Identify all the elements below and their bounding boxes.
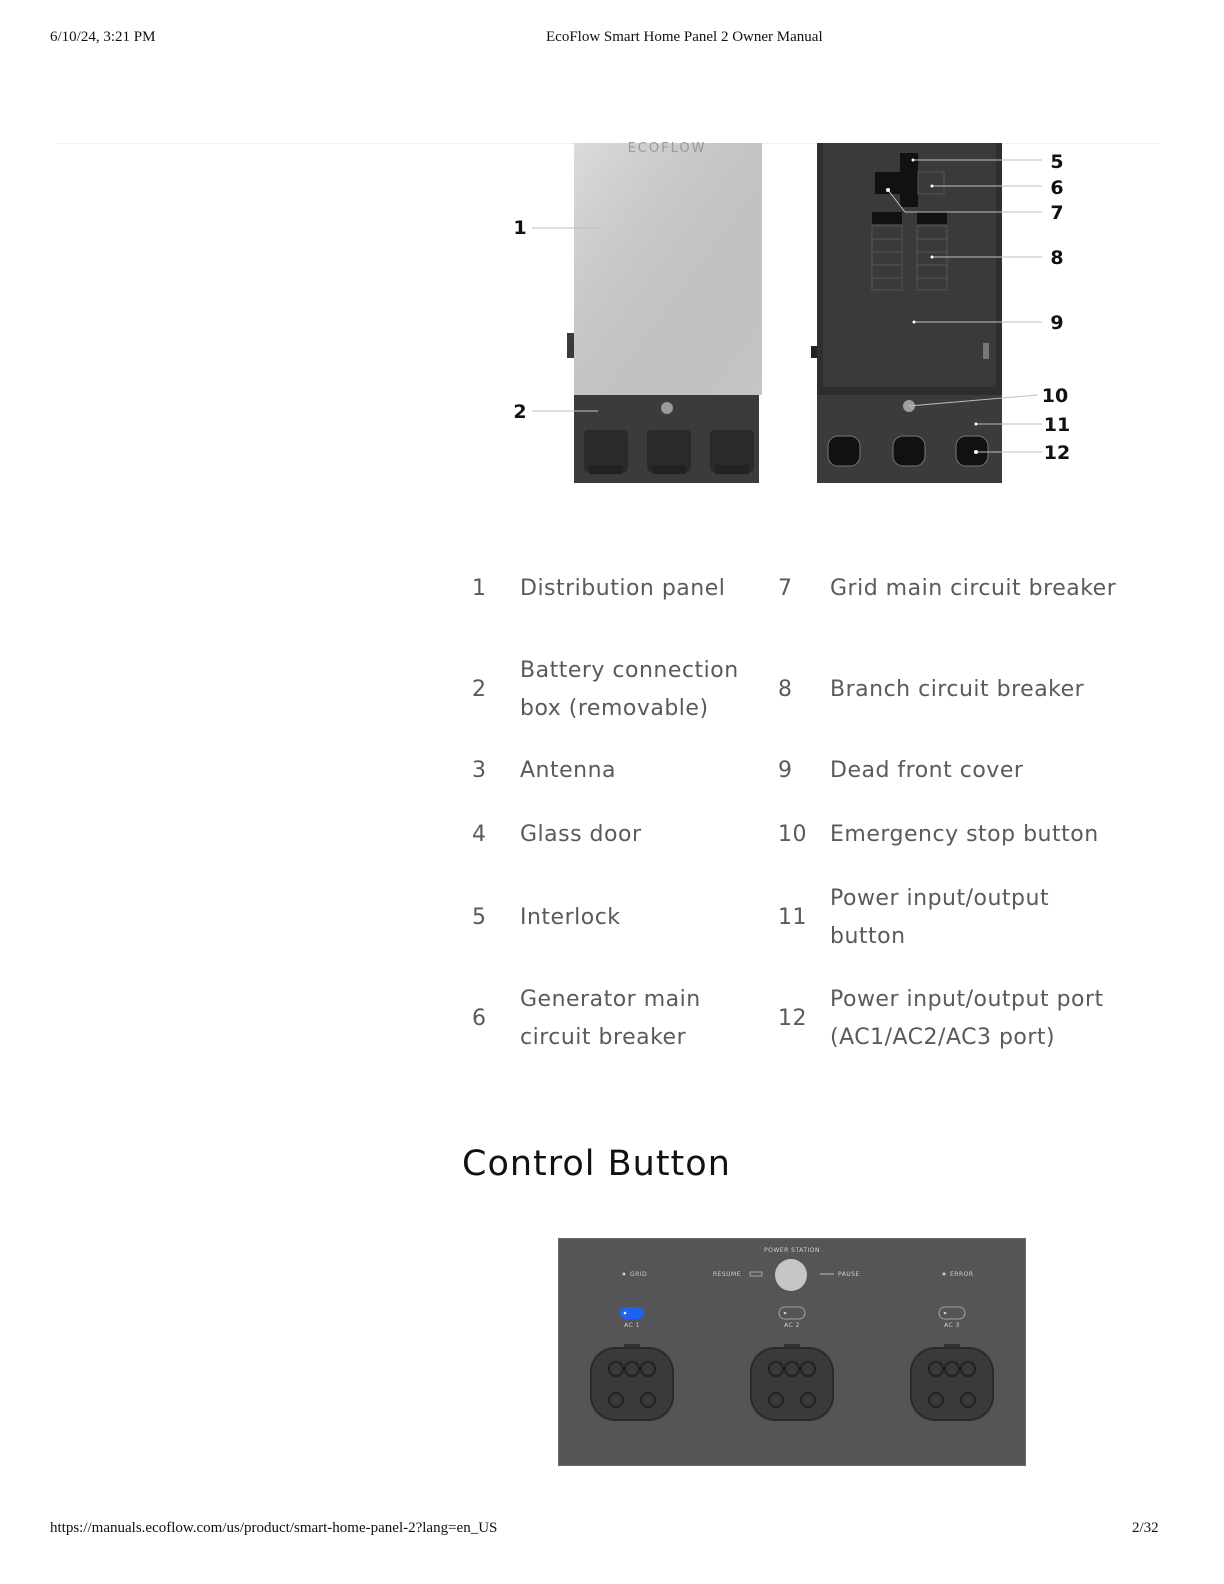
grid-label: GRID: [630, 1271, 648, 1278]
part-label: Dead front cover: [830, 758, 1024, 783]
part-number: 2: [472, 677, 487, 702]
control-button[interactable]: [775, 1259, 807, 1291]
callout-12: 12: [1043, 442, 1071, 464]
part-number: 5: [472, 905, 487, 930]
table-row: [462, 650, 1130, 730]
table-row: [462, 548, 1130, 630]
callout-1: 1: [513, 217, 527, 239]
callout-8: 8: [1050, 247, 1064, 269]
part-number: 7: [778, 576, 793, 601]
product-diagram: [0, 0, 1224, 520]
resume-label: RESUME: [712, 1271, 741, 1278]
part-number: 12: [778, 1006, 807, 1031]
callout-5: 5: [1050, 151, 1064, 173]
part-label: Emergency stop button: [830, 822, 1099, 847]
callout-2: 2: [513, 401, 527, 423]
part-number: 8: [778, 677, 793, 702]
part-label: Interlock: [520, 905, 621, 930]
page-number: 2/32: [1132, 1520, 1159, 1536]
ac3-label: AC 3: [944, 1322, 960, 1329]
table-row: [462, 750, 1130, 792]
part-label: Grid main circuit breaker: [830, 576, 1117, 601]
part-label: Battery connection box (removable): [520, 658, 739, 721]
part-label: Antenna: [520, 758, 617, 783]
section-heading: Control Button: [462, 1144, 731, 1184]
parts-table: [462, 548, 1130, 1060]
part-number: 6: [472, 1006, 487, 1031]
ac3-port: [911, 1344, 993, 1420]
part-label: Power input/output port (AC1/AC2/AC3 port): [830, 987, 1104, 1050]
callout-9: 9: [1050, 312, 1064, 334]
error-label: ERROR: [950, 1271, 974, 1278]
part-number: 3: [472, 758, 487, 783]
ecoflow-logo: ECOFLOW: [627, 141, 707, 156]
part-number: 4: [472, 822, 487, 847]
panel-open-view: [811, 143, 1002, 483]
part-label: Power input/output button: [830, 886, 1050, 949]
ac2-port: [751, 1344, 833, 1420]
table-row: [462, 878, 1130, 958]
callout-10: 10: [1041, 385, 1069, 407]
part-label: Distribution panel: [520, 576, 726, 601]
power-station-label: POWER STATION: [764, 1247, 820, 1254]
part-label: Generator main circuit breaker: [520, 987, 701, 1050]
part-label: Glass door: [520, 822, 642, 847]
ac1-button[interactable]: [620, 1307, 644, 1319]
ac2-label: AC 2: [784, 1322, 800, 1329]
panel-front-view: [567, 141, 762, 483]
part-number: 9: [778, 758, 793, 783]
print-url: https://manuals.ecoflow.com/us/product/smart-home-panel-2?lang=en_US: [50, 1520, 498, 1536]
callout-11: 11: [1043, 414, 1071, 436]
part-number: 1: [472, 576, 487, 601]
print-datetime: 6/10/24, 3:21 PM: [50, 29, 156, 45]
table-row: [462, 978, 1130, 1060]
ac1-port: [591, 1344, 673, 1420]
callout-6: 6: [1050, 177, 1064, 199]
pause-label: PAUSE: [838, 1271, 860, 1278]
callout-7: 7: [1050, 202, 1064, 224]
part-number: 10: [778, 822, 807, 847]
table-row: [462, 814, 1130, 856]
control-panel-diagram: [558, 1238, 1026, 1466]
part-number: 11: [778, 905, 807, 930]
ac1-label: AC 1: [624, 1322, 640, 1329]
part-label: Branch circuit breaker: [830, 677, 1085, 702]
print-title: EcoFlow Smart Home Panel 2 Owner Manual: [546, 29, 823, 45]
